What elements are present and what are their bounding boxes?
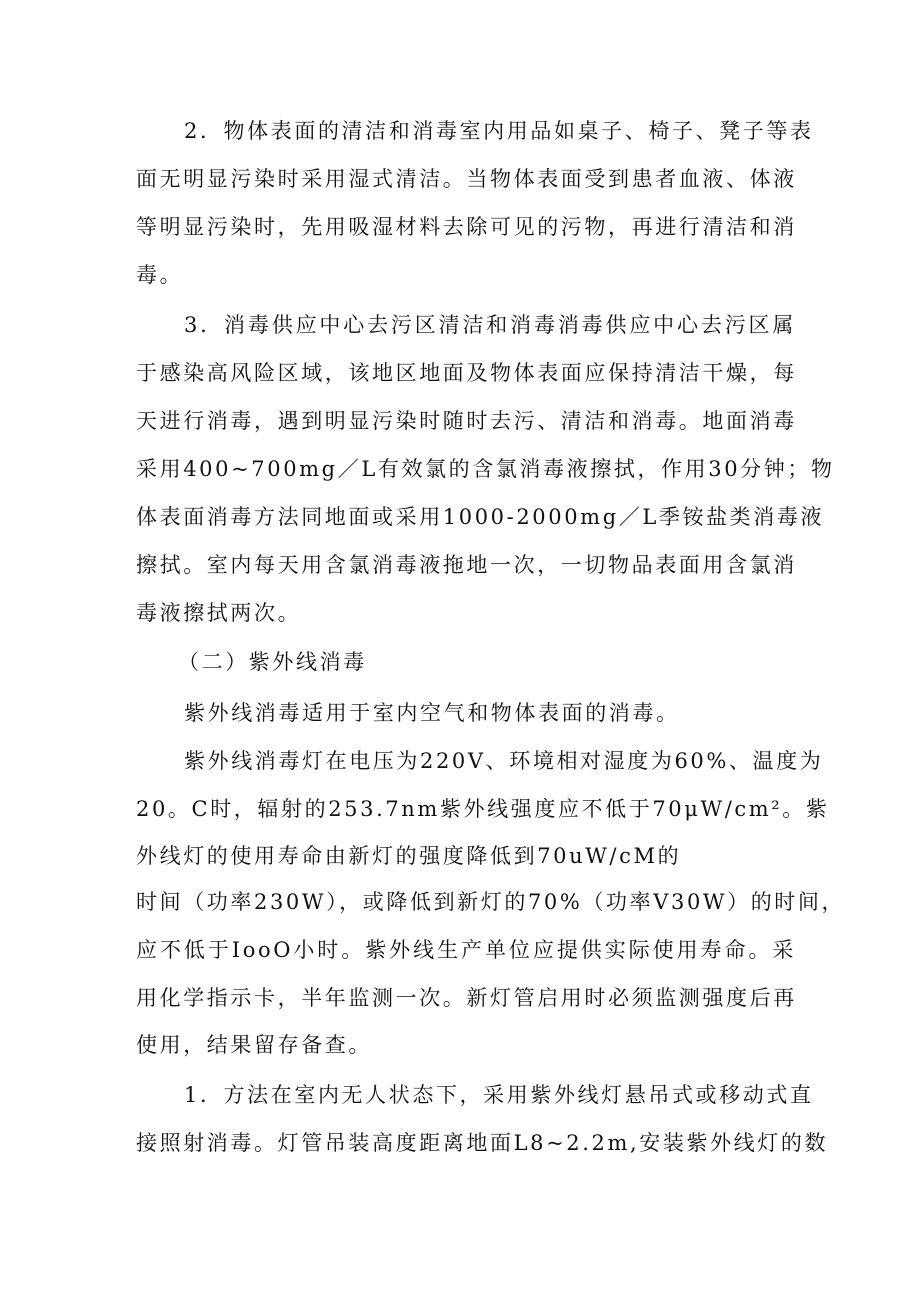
paragraph-4-line-7: 使用，结果留存备查。	[136, 1033, 372, 1057]
paragraph-4-line-5: 应不低于IooO小时。紫外线生产单位应提供实际使用寿命。采	[136, 938, 796, 962]
paragraph-2-line-3: 天进行消毒，遇到明显污染时随时去污、清洁和消毒。地面消毒	[136, 409, 797, 433]
paragraph-1-line-2: 面无明显污染时采用湿式清洁。当物体表面受到患者血液、体液	[136, 167, 797, 191]
paragraph-2-line-6: 擦拭。室内每天用含氯消毒液拖地一次，一切物品表面用含氯消	[136, 553, 797, 577]
paragraph-5-line-2: 接照射消毒。灯管吊装高度距离地面L8~2.2m,安装紫外线灯的数	[136, 1131, 829, 1155]
paragraph-2-line-1: 3．消毒供应中心去污区清洁和消毒消毒供应中心去污区属	[184, 313, 796, 337]
paragraph-3-line-1: 紫外线消毒适用于室内空气和物体表面的消毒。	[184, 701, 680, 725]
paragraph-2-line-5: 体表面消毒方法同地面或采用1000-2000mg／L季铵盐类消毒液	[136, 505, 825, 529]
paragraph-1-line-4: 毒。	[136, 263, 184, 287]
paragraph-4-line-4: 时间（功率230W），或降低到新灯的70%（功率V30W）的时间，	[136, 890, 846, 914]
paragraph-4-line-2: 20。C时，辐射的253.7nm紫外线强度应不低于70μW/cm²。紫	[136, 797, 830, 821]
paragraph-4-line-1: 紫外线消毒灯在电压为220V、环境相对湿度为60%、温度为	[184, 749, 824, 773]
paragraph-2-line-2: 于感染高风险区域，该地区地面及物体表面应保持清洁干燥，每	[136, 361, 797, 385]
paragraph-2-line-7: 毒液擦拭两次。	[136, 601, 302, 625]
paragraph-1-line-1: 2．物体表面的清洁和消毒室内用品如桌子、椅子、凳子等表	[184, 119, 814, 143]
paragraph-1-line-3: 等明显污染时，先用吸湿材料去除可见的污物，再进行清洁和消	[136, 215, 797, 239]
paragraph-5-line-1: 1．方法在室内无人状态下，采用紫外线灯悬吊式或移动式直	[184, 1083, 814, 1107]
paragraph-4-line-6: 用化学指示卡，半年监测一次。新灯管启用时必须监测强度后再	[136, 986, 797, 1010]
section-heading: （二）紫外线消毒	[178, 650, 367, 674]
paragraph-4-line-3: 外线灯的使用寿命由新灯的强度降低到70uW/cM的	[136, 844, 682, 868]
paragraph-2-line-4: 采用400~700mg／L有效氯的含氯消毒液擦拭，作用30分钟；物	[136, 457, 835, 481]
